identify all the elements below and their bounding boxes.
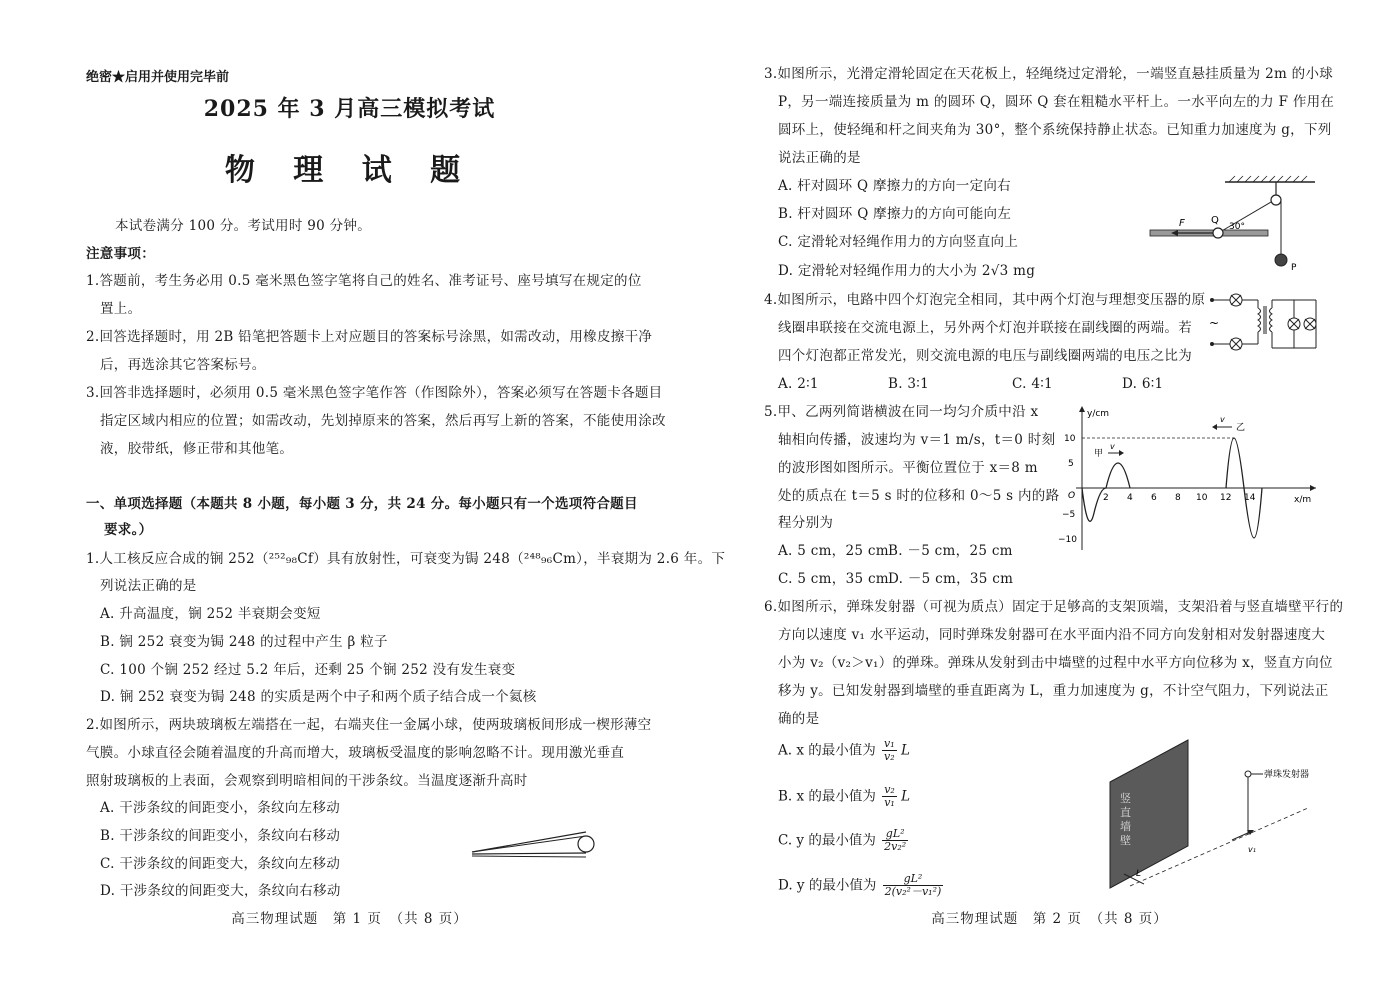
q2-stem: 照射玻璃板的上表面，会观察到明暗相间的干涉条纹。当温度逐渐升高时: [86, 773, 528, 789]
q4-stem: 四个灯泡都正常发光，则交流电源的电压与副线圈两端的电压之比为: [778, 348, 1192, 364]
x-tick: 12: [1220, 493, 1232, 503]
q3-option-c: C. 定滑轮对轻绳作用力的方向竖直向上: [778, 234, 1019, 250]
y-tick: 10: [1064, 434, 1076, 444]
q4-option-c: C. 4∶1: [1012, 376, 1053, 392]
q5-stem: 处的质点在 t＝5 s 时的位移和 0～5 s 内的路: [778, 488, 1060, 504]
launcher-icon: [1245, 771, 1251, 777]
q2-option-a: A. 干涉条纹的间距变小，条纹向左移动: [100, 800, 341, 816]
x-tick: 8: [1175, 493, 1181, 503]
q6-option-a: [778, 738, 910, 763]
q2-option-c: C. 干涉条纹的间距变大，条纹向左移动: [100, 856, 341, 872]
intro-text: 本试卷满分 100 分。考试用时 90 分钟。: [115, 218, 372, 234]
page-footer: 高三物理试题 第 1 页 （共 8 页）: [231, 911, 468, 927]
subject-title: 物 理 试 题: [224, 153, 475, 188]
x-tick: 10: [1196, 493, 1208, 503]
denominator: 2(v₂²－v₁²): [884, 885, 942, 898]
q6-option-b-text: B. x 的最小值为: [778, 788, 876, 805]
x-tick: 14: [1244, 493, 1256, 503]
pulley-figure: [1145, 174, 1320, 274]
y-tick: −5: [1062, 510, 1076, 520]
metal-ball-icon: [578, 836, 594, 852]
numerator: gL²: [882, 828, 908, 841]
q6-stem: 方向以速度 v₁ 水平运动，同时弹珠发射器可在水平面内沿不同方向发射相对发射器速度大: [778, 627, 1326, 643]
notice-line: 后，再选涂其它答案标号。: [100, 357, 266, 373]
q1-option-a: A. 升高温度，锎 252 半衰期会变短: [100, 606, 321, 622]
q6-option-d-text: D. y 的最小值为: [778, 877, 877, 894]
x-axis-label: x/m: [1294, 495, 1312, 505]
x-tick: 4: [1127, 493, 1133, 503]
notice-line: 置上。: [100, 301, 142, 317]
q6-option-c: [778, 828, 908, 853]
q5-stem: 轴相向传播，波速均为 v＝1 m/s，t＝0 时刻: [778, 432, 1056, 448]
q2-stem: 2.如图所示，两块玻璃板左端搭在一起，右端夹住一金属小球，使两玻璃板间形成一楔形薄空: [86, 717, 652, 733]
notice-line: 2.回答选择题时，用 2B 铅笔把答题卡上对应题目的答案标号涂黑，如需改动，用橡皮擦干净: [86, 329, 653, 345]
launcher-wall-figure: [1100, 736, 1318, 896]
q3-stem: 说法正确的是: [778, 150, 861, 166]
wedge-glass-figure: [470, 826, 600, 858]
q6-stem: 6.如图所示，弹珠发射器（可视为质点）固定于足够高的支架顶端，支架沿着与竖直墙壁平行的: [764, 599, 1344, 615]
q6-option-c-text: C. y 的最小值为: [778, 832, 876, 849]
q6-option-a-text: A. x 的最小值为: [778, 742, 876, 759]
x-tick: 6: [1151, 493, 1157, 503]
q4-option-b: B. 3∶1: [888, 376, 929, 392]
fraction: [882, 784, 897, 809]
q4-stem: 线圈串联接在交流电源上，另外两个灯泡并联接在副线圈的两端。若: [778, 320, 1192, 336]
q5-stem: 程分别为: [778, 515, 834, 531]
numerator: gL²: [883, 873, 944, 886]
q4-option-d: D. 6∶1: [1122, 376, 1164, 392]
q1-option-d: D. 锎 252 衰变为锔 248 的实质是两个中子和两个质子结合成一个氦核: [100, 689, 537, 705]
q6-option-a-tail: L: [900, 742, 910, 759]
y-tick: 5: [1068, 459, 1074, 469]
origin-label: O: [1068, 491, 1076, 501]
page-footer: 高三物理试题 第 2 页 （共 8 页）: [931, 911, 1168, 927]
label-angle: 30°: [1229, 222, 1245, 232]
numerator: v₂: [884, 783, 895, 796]
q6-option-b: [778, 784, 910, 809]
notice-line: 指定区域内相应的位置；如需改动，先划掉原来的答案，然后再写上新的答案，不能使用涂改: [100, 413, 666, 429]
wave-graph-figure: [1058, 404, 1320, 552]
y-tick: −10: [1058, 535, 1077, 545]
wave-a-label: 甲: [1094, 449, 1104, 459]
secret-label: 绝密★启用并使用完毕前: [86, 70, 230, 85]
q6-stem: 确的是: [778, 711, 820, 727]
q5-option-d: D. －5 cm，35 cm: [888, 571, 1014, 587]
q6-stem: 小为 v₂（v₂＞v₁）的弹珠。弹珠从发射到击中墙壁的过程中水平方向位移为 x，竖直方向位: [778, 655, 1333, 671]
q2-option-d: D. 干涉条纹的间距变大，条纹向右移动: [100, 883, 341, 899]
ring-q-icon: [1213, 228, 1223, 238]
fraction: [883, 873, 944, 898]
fraction: [882, 828, 908, 853]
numerator: v₁: [884, 737, 895, 750]
wave-b-velocity: v: [1220, 415, 1225, 424]
label-q: Q: [1211, 215, 1219, 226]
q4-option-a: A. 2∶1: [778, 376, 819, 392]
q3-stem: P，另一端连接质量为 m 的圆环 Q，圆环 Q 套在粗糙水平杆上。一水平向左的力 F 作用在: [778, 94, 1335, 110]
ac-source-label: ~: [1209, 316, 1220, 330]
velocity-label: v₁: [1248, 845, 1256, 854]
denominator: 2v₂²: [884, 840, 907, 853]
notice-line: 1.答题前，考生务必用 0.5 毫米黑色签字笔将自己的姓名、准考证号、座号填写在规定的位: [86, 273, 642, 289]
y-axis-label: y/cm: [1087, 409, 1110, 419]
launcher-label: 弹珠发射器: [1264, 770, 1310, 780]
wall-label: 竖直墙壁: [1120, 792, 1131, 847]
q3-option-b: B. 杆对圆环 Q 摩擦力的方向可能向左: [778, 206, 1012, 222]
q3-stem: 圆环上，使轻绳和杆之间夹角为 30°，整个系统保持静止状态。已知重力加速度为 g，下列: [778, 122, 1332, 138]
q1-option-c: C. 100 个锎 252 经过 5.2 年后，还剩 25 个锎 252 没有发生衰变: [100, 662, 516, 678]
q5-option-c: C. 5 cm，35 cm: [778, 571, 889, 587]
notice-heading: 注意事项：: [86, 246, 155, 262]
ball-p-icon: [1275, 254, 1287, 266]
q3-option-a: A. 杆对圆环 Q 摩擦力的方向一定向右: [778, 178, 1011, 194]
q6-stem: 移为 y。已知发射器到墙壁的垂直距离为 L，重力加速度为 g，不计空气阻力，下列说法正: [778, 683, 1329, 699]
q3-stem: 3.如图所示，光滑定滑轮固定在天花板上，轻绳绕过定滑轮，一端竖直悬挂质量为 2m 的小球: [764, 66, 1334, 82]
q1-option-b: B. 锎 252 衰变为锔 248 的过程中产生 β 粒子: [100, 634, 388, 650]
q5-option-a: A. 5 cm，25 cm: [778, 543, 889, 559]
fraction: [882, 738, 897, 763]
denominator: v₂: [884, 750, 895, 763]
notice-line: 3.回答非选择题时，必须用 0.5 毫米黑色签字笔作答（作图除外），答案必须写在答题卡各题目: [86, 385, 663, 401]
q1-stem: 1.人工核反应合成的锎 252（²⁵²₉₈Cf）具有放射性，可衰变为锔 248（²⁴⁸₉₆Cm），半衰期为 2.6 年。下: [86, 551, 726, 567]
pulley-icon: [1271, 195, 1281, 205]
page-2: [700, 0, 1399, 983]
distance-label: L: [1136, 869, 1142, 879]
q1-stem-cont: 列说法正确的是: [100, 578, 197, 594]
label-f: F: [1179, 218, 1185, 229]
q4-stem: 4.如图所示，电路中四个灯泡完全相同，其中两个灯泡与理想变压器的原: [764, 292, 1206, 308]
section-heading: 一、单项选择题（本题共 8 小题，每小题 3 分，共 24 分。每小题只有一个选项符合题目: [86, 496, 638, 512]
notice-line: 液，胶带纸，修正带和其他笔。: [100, 441, 294, 457]
section-heading-cont: 要求。）: [104, 522, 153, 538]
q6-option-b-tail: L: [901, 788, 911, 805]
q3-option-d: D. 定滑轮对轻绳作用力的大小为 2√3 mg: [778, 263, 1036, 279]
denominator: v₁: [884, 796, 895, 809]
q5-stem: 5.甲、乙两列简谐横波在同一均匀介质中沿 x: [764, 404, 1039, 420]
wave-b-label: 乙: [1236, 423, 1246, 433]
wave-a-velocity: v: [1110, 442, 1115, 451]
q6-option-d: [778, 873, 943, 898]
q5-option-b: B. －5 cm，25 cm: [888, 543, 1013, 559]
exam-title: 2025 年 3 月高三模拟考试: [203, 96, 496, 122]
q2-stem: 气膜。小球直径会随着温度的升高而增大，玻璃板受温度的影响忽略不计。现用激光垂直: [86, 745, 625, 761]
x-tick: 2: [1103, 493, 1109, 503]
q5-stem: 的波形图如图所示。平衡位置位于 x＝8 m: [778, 460, 1038, 476]
q2-option-b: B. 干涉条纹的间距变小，条纹向右移动: [100, 828, 341, 844]
label-p: P: [1291, 263, 1297, 273]
transformer-circuit-figure: [1208, 288, 1320, 360]
